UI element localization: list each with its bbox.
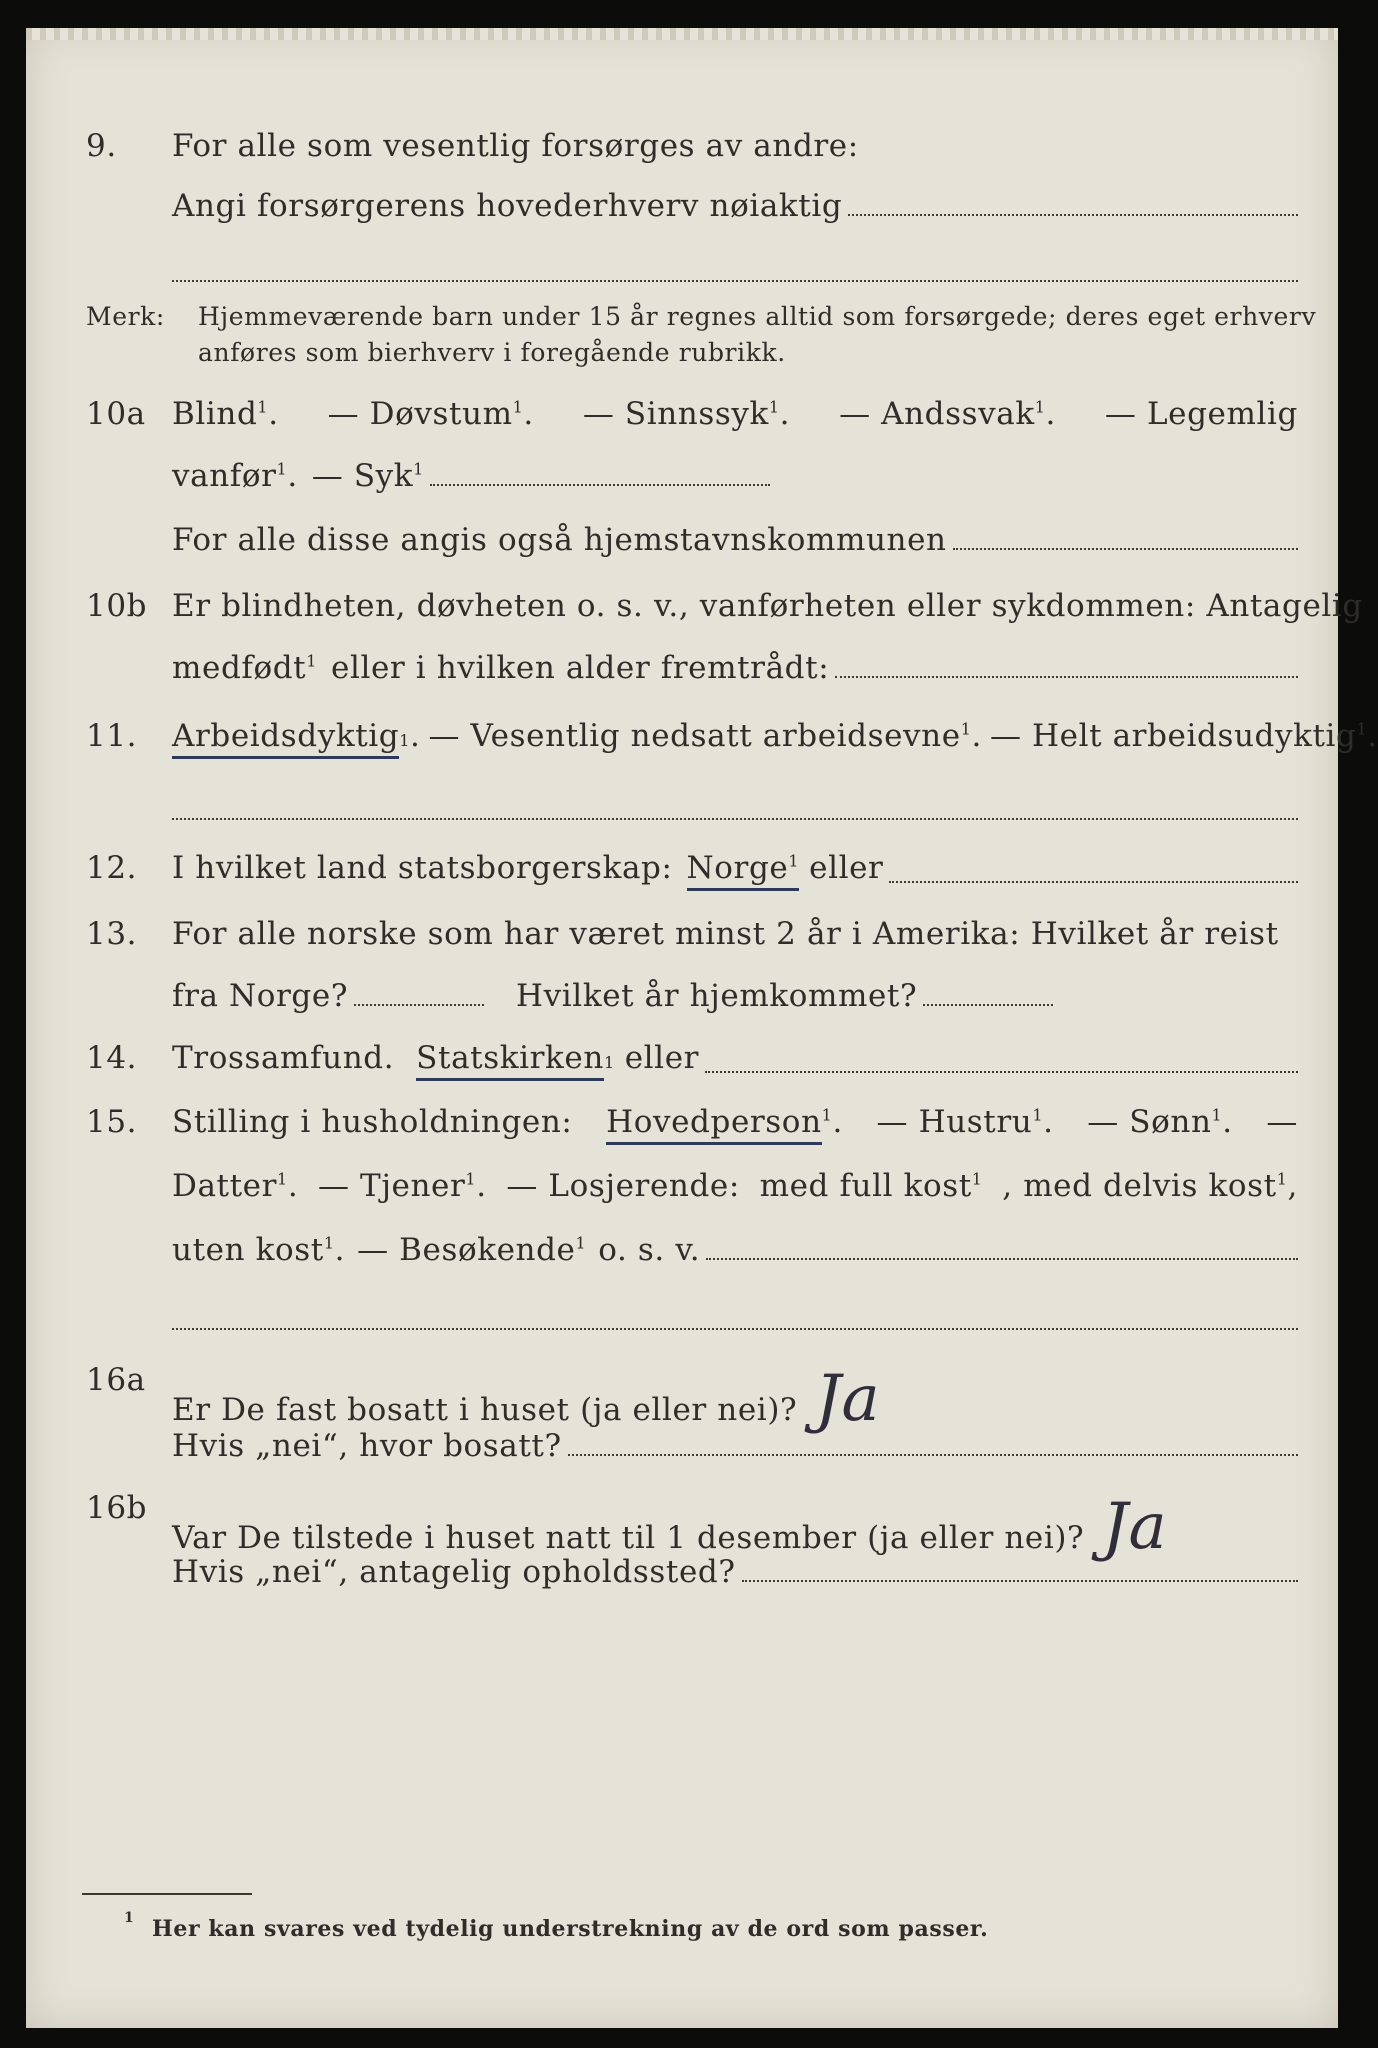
question-number: 15. [86, 1104, 138, 1140]
question-number: 16b [86, 1490, 148, 1526]
dash: — [1266, 1104, 1298, 1140]
answer-line[interactable] [848, 213, 1298, 216]
question-number: 13. [86, 916, 138, 952]
question-text: For alle som vesentlig forsørges av andre: [172, 128, 859, 164]
option-medfodt[interactable]: medfødt$^1$ [172, 650, 318, 686]
merk-text: anføres som bierhverv i foregående rubrikk. [198, 338, 786, 367]
question-text: Hvis „nei“, hvor bosatt? [172, 1428, 562, 1464]
question-text: Hvilket år hjemkommet? [516, 978, 918, 1014]
perforated-edge [26, 28, 1338, 40]
answer-line[interactable] [706, 1257, 1298, 1260]
option-uten-kost[interactable]: uten kost$^1$. [172, 1232, 346, 1268]
question-text: Hvis „nei“, antagelig opholdssted? [172, 1554, 736, 1590]
option-besokende[interactable]: — Besøkende$^1$ [357, 1232, 587, 1268]
option-tjener[interactable]: — Tjener$^1$. [317, 1168, 487, 1204]
question-number: 9. [86, 128, 117, 164]
question-text: o. s. v. [598, 1232, 701, 1268]
option-andssvak[interactable]: — Andssvak$^1$. [839, 396, 1056, 432]
question-text: Var De tilstede i huset natt til 1 desember (ja eller nei)? [172, 1520, 1085, 1556]
question-text: eller i hvilken alder fremtrådt: [331, 650, 830, 686]
option-nedsatt[interactable]: — Vesentlig nedsatt arbeidsevne$^1$. [428, 718, 982, 754]
question-text: eller [809, 850, 884, 886]
question-text: Angi forsørgerens hovederhverv nøiaktig [172, 188, 843, 224]
footnote-text: Her kan svares ved tydelig understrekning av de ord som passer. [152, 1916, 989, 1942]
question-text: Er De fast bosatt i huset (ja eller nei)? [172, 1392, 798, 1428]
option-datter[interactable]: Datter$^1$. [172, 1168, 299, 1204]
question-number: 14. [86, 1040, 138, 1076]
question-text: Stilling i husholdningen: [172, 1104, 573, 1140]
option-losjerende: — Losjerende: [506, 1168, 740, 1204]
answer-line[interactable] [835, 675, 1298, 678]
option-hustru[interactable]: — Hustru$^1$. [876, 1104, 1054, 1140]
option-arbeidsdyktig-underlined[interactable]: Arbeidsdyktig [172, 718, 399, 759]
answer-line[interactable] [923, 1003, 1053, 1006]
option-statskirken-underlined[interactable]: Statskirken [416, 1040, 604, 1081]
option-delvis-kost[interactable]: , med delvis kost$^1$, [1002, 1168, 1298, 1204]
answer-line[interactable] [889, 880, 1298, 883]
answer-line[interactable] [568, 1453, 1298, 1456]
option-sinnssyk[interactable]: — Sinnssyk$^1$. [582, 396, 791, 432]
question-number: 11. [86, 718, 138, 754]
question-number: 10a [86, 396, 146, 432]
answer-line[interactable] [430, 483, 770, 486]
answer-line[interactable] [705, 1070, 1298, 1073]
option-syk[interactable]: — Syk$^1$ [311, 458, 424, 494]
question-text: Er blindheten, døvheten o. s. v., vanførheten eller sykdommen: Antagelig [172, 588, 1363, 624]
question-text: Trossamfund. [172, 1040, 395, 1076]
answer-line[interactable] [172, 1328, 1298, 1330]
option-full-kost[interactable]: med full kost$^1$ [759, 1168, 983, 1204]
option-hovedperson[interactable]: Hovedperson$^1$. [606, 1104, 843, 1140]
question-number: 10b [86, 588, 148, 624]
footnote-rule [82, 1893, 252, 1895]
answer-line[interactable] [742, 1579, 1298, 1582]
question-text: I hvilket land statsborgerskap: [172, 850, 673, 886]
option-vanfor[interactable]: vanfør$^1$. [172, 458, 298, 494]
question-number: 12. [86, 850, 138, 886]
footnote-mark: 1 [124, 1910, 135, 1926]
handwritten-answer-ja[interactable]: Ja [1102, 1490, 1168, 1564]
answer-line[interactable] [172, 818, 1298, 820]
answer-line[interactable] [172, 280, 1298, 282]
option-sonn[interactable]: — Sønn$^1$. [1087, 1104, 1233, 1140]
answer-line[interactable] [953, 547, 1298, 550]
census-form-page: 9. For alle som vesentlig forsørges av andre: Angi forsørgerens hovederhverv nøiaktig Merk: Hjemmeværende barn under 15 år regnes alltid som forsørgede; deres eget erhverv anføres som bierhverv i foregående rubrikk. 10a Blind$^1$. — Døvstum$^1$. — Sinnssyk$^1$. — Andssvak$^1$. — Legemlig vanfør$^1$. — Syk$^1$ For alle disse angis også hjemstavnskommunen 10b Er blindheten, døvheten o. s. v., vanførheten eller sykdommen: Antagelig medfødt$^1$ eller i hvilken alder fremtrådt: 11. Arbeidsdyktig 1 . — Vesentlig nedsatt arbeidsevne$^1$. — Helt arbeidsudyktig$^1$. 12. I hvilket land statsborgerskap: Norge$^1$ eller 13. For alle norske som har været minst 2 år i Amerika: Hvilket år reist fra Norge? Hvilket år hjemkommet? 14. Trossamfund. Statskirken 1 eller 15. Stilling i husholdningen: Hovedperson$^1$. — Hustru$^1$. — Sønn$^1$. — Datter$^1$. — Tjener$^1$. — Losjerende: med full kost$^1$ , med delvis kost$^1$, uten kost$^1$. — Besøkende$^1$ o. s. v. 16a Er De fast bosatt i huset (ja eller nei)? Ja Hvis „nei“, hvor bosatt? 16b Var De tilstede i huset natt til 1 desember (ja eller nei)? Ja Hvis „nei“, antagelig opholdssted? 1 Her kan svares ved tydelig understrekning av de ord som passer. [26, 28, 1338, 2028]
answer-line[interactable] [354, 1003, 484, 1006]
question-text: fra Norge? [172, 978, 349, 1014]
option-udyktig[interactable]: — Helt arbeidsudyktig$^1$. [989, 718, 1378, 754]
option-dovstum[interactable]: — Døvstum$^1$. [327, 396, 534, 432]
question-text: For alle norske som har været minst 2 år i Amerika: Hvilket år reist [172, 916, 1279, 952]
merk-label: Merk: [86, 302, 165, 331]
option-norge-underlined[interactable]: Norge$^1$ [687, 850, 800, 891]
handwritten-answer-ja[interactable]: Ja [815, 1362, 881, 1436]
option-blind[interactable]: Blind$^1$. [172, 396, 279, 432]
option-legemlig[interactable]: — Legemlig [1104, 396, 1298, 432]
question-number: 16a [86, 1362, 146, 1398]
question-text: For alle disse angis også hjemstavnskommunen [172, 522, 947, 558]
question-text: eller [624, 1040, 700, 1076]
merk-text: Hjemmeværende barn under 15 år regnes alltid som forsørgede; deres eget erhverv [198, 302, 1317, 331]
